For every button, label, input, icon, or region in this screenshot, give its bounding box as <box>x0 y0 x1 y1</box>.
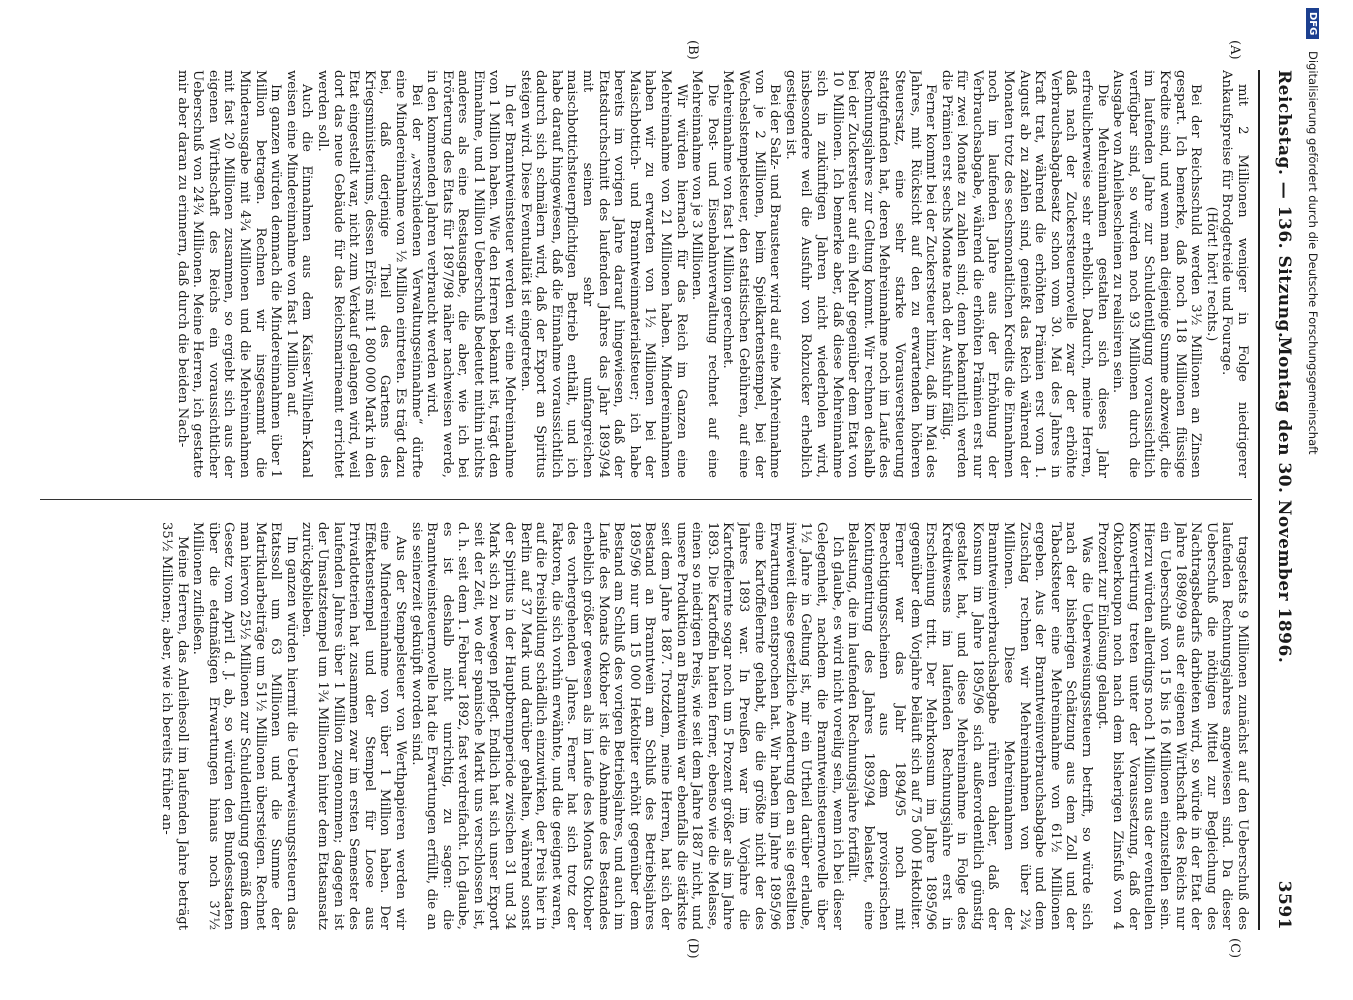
interjection: (Hört! hört! rechts.) <box>1203 206 1219 342</box>
paragraph: Meine Herren, das Anleihesoll im laufenden Jahre beträgt 35½ Millionen; aber, wie ich bereits früher an- <box>159 522 190 930</box>
margin-marker-d: (D) <box>685 938 700 959</box>
right-column <box>40 522 1250 930</box>
paragraph: Im ganzen würden demnach die Mindereinnahmen über 1 Million betragen. Rechnen wir insgesammt die Minderausgabe mit 4¾ Millionen und die Mehreinnahmen mit fast 20 Millionen zusammen, so ergiebt sich aus der eigenen Wirthschaft des Reichs ein voraussichtlicher Ueberschuß von 24¾ Millionen. Meine Herren, ich gestatte mir aber daran zu erinnern, daß durch die beiden Nach- <box>174 70 284 478</box>
margin-marker-c: (C) <box>1227 938 1242 959</box>
paragraph: tragsetats 9 Millionen zunächst auf den Ueberschuß des laufenden Rechnungsjahres angewiesen sind. Da dieser Ueberschuß die nöthigen Mittel zur Begleichung des Nachtragsbedarfs darbieten wird, so würde in der Etat der Jahre 1898/99 aus der eigenen Wirthschaft des Reichs nur ein Ueberschuß von 15 bis 16 Millionen einzustellen sein. Hierzu würden allerdings noch 1 Million aus der eventuellen Konvertirung treten unter der Voraussetzung, daß der Oktoberkoupon noch nach dem bisherigen Zinsfuß von 4 Prozent zur Einlösung gelangt. <box>1094 522 1250 930</box>
paragraph: Auch die Einnahmen aus dem Kaiser-Wilhelm-Kanal weisen eine Mindereinnahme von fast 1 Million auf. <box>283 70 315 478</box>
paragraph: Die Post- und Eisenbahnverwaltung rechnet auf eine Mehreinnahme von je 3 Millionen. <box>689 70 720 478</box>
digitization-credit: Digitalisierung gefördert durch die Deutsche Forschungsgemeinschaft <box>1306 51 1320 455</box>
running-title: Reichstag. — 136. Sitzung. <box>1274 70 1294 339</box>
left-column <box>40 70 1250 478</box>
paragraph: Ich glaube, es wird nicht voreilig sein, wenn ich bei dieser Gelegenheit, nachdem die Branntweinsteuernovelle über 1½ Jahre in Geltung ist, mir ein Urtheil darüber erlaube, inwieweit diese gesetzliche Aenderung den an sie gestellten Erwartungen entsprochen hat. Wir haben im Jahre 1895/96 eine Kartoffelernte gehabt, die die größte nicht der des Jahres 1893 war. In Preußen war im Vorjahre die Kartoffelernte sogar noch um 5 Prozent größer als im Jahre 1893. Die Kartoffeln hatten ferner, ebenso wie die Melasse, einen so niedrigen Preis, wie seit dem Jahre 1887 nicht, und unsere Produktion an Branntwein war ebenfalls die stärkste seit dem Jahre 1887. Trotzdem, meine Herren, hat sich der Bestand an Branntwein am Schluß des Betriebsjahres 1895/96 nur um 15 000 Hektoliter erhöht gegenüber dem Bestand am Schluß des vorigen Betriebsjahres, und auch im Laufe des Monats Oktober ist die Abnahme des Bestandes erheblich größer gewesen als im Laufe des Monats Oktober des vorhergehenden Jahres. Ferner hat sich trotz der Faktoren, die sich vorhin erwähnte, und die geeignet waren, auf die Preisbildung schädlich einzuwirken, der Preis hier in Berlin auf 37 Mark und darüber gehalten, während sonst der Spiritus in der Hauptbrennperiode zwischen 31 und 34 Mark sich zu bewegen pflegt. Endlich hat sich unser Export seit der Zeit, wo der spanische Markt uns verschlossen ist, d. h. seit dem 1. Februar 1892, fast verdreifacht. Ich glaube, es ist deshalb nicht unrichtig, zu sagen: die Branntweinsteuernovelle hat die Erwartungen erfüllt, die an sie seinerzeit geknüpft worden sind. <box>408 522 845 930</box>
paragraph: Was die Ueberweisungssteuern betrifft, so würde sich nach der bisherigen Schätzung aus dem Zoll und der Tabacksteuer eine Mehreinnahme von 61½ Millionen ergeben. Aus der Branntweinverbrauchsabgabe und dem Zuschlag rechnen wir Mehreinnahmen von über 2¾ Millionen. Diese Mehreinnahmen der Branntweinverbrauchsabgabe rühren daher, daß der Konsum im Jahre 1895/96 sich außerordentlich günstig gestaltet hat, und diese Mehreinnahme in Folge des Kreditwesens im laufenden Rechnungsjahre erst in Erscheinung tritt. Der Mehrkonsum im Jahre 1895/96 gegenüber dem Vorjahre beläuft sich auf 75 000 Hektoliter. Ferner war das Jahr 1894/95 noch mit Berechtigungsscheinen aus dem provisorischen Kontingentirung des Jahres 1893/94 belastet, eine Belastung, die im laufenden Rechnungsjahre fortfällt. <box>845 522 1095 930</box>
paragraph: Bei der Reichsschuld werden 3½ Millionen an Zinsen gespart. Ich bemerke, daß noch 118 Millionen flüssige Kredite sind, und wenn man diejenige Summe abzweigt, die im laufenden Jahre zur Schuldentilgung voraussichtlich verfügbar sind, so würden noch 93 Millionen durch die Ausgabe von Anleihescheinen zu realisiren sein. <box>1110 70 1204 478</box>
paragraph: Ferner kommt bei der Zuckersteuer hinzu, daß im Mai des Jahres, mit Rücksicht auf den zu erwartenden höheren Steuersatz, eine sehr starke Vorausversteuerung stattgefunden hat, deren Mehreinnahme noch im Laufe des Rechnungsjahres zur Geltung kommt. Wir rechnen deshalb bei der Zuckersteuer auf ein Mehr gegenüber dem Etat von 10 Millionen. Ich bemerke aber, daß diese Mehreinnahme sich in zukünftigen Jahren nicht wiederholen wird, insbesondere weil die Ausfuhr von Rohzucker erheblich gestiegen ist. <box>782 70 939 478</box>
paragraph: Die Mehreinnahmen gestalten sich dieses Jahr erfreulicherweise sehr erheblich. Dadurch, meine Herren, daß nach der Zuckersteuernovelle zwar der erhöhte Verbrauchsabgabesatz schon vom 30. Mai des Jahres in Kraft trat, während die erhöhten Prämien erst vom 1. August ab zu zahlen sind, genießt das Reich während der Monaten trotz des sechsmonatlichen Kredits die Einnahmen noch im laufenden Jahre aus der Erhöhung der Verbrauchsabgabe, während die erhöhten Prämien erst nur für zwei Monate zu zahlen sind; denn bekanntlich werden die Prämien erst sechs Monate nach der Ausfuhr fällig. <box>938 70 1110 478</box>
dfg-logo: DFG <box>1306 8 1319 39</box>
paragraph: In der Branntweinsteuer werden wir eine Mehreinnahme von 1 Million haben. Wie den Herren bekannt ist, trägt den Einnahme, und 1 Million Ueberschuß bedeutet mithin nichts anderes als eine Restausgabe, die aber, wie ich bei Erörterung des Etats für 1897/98 näher nachweisen werde, in den kommenden Jahren verbraucht werden wird. <box>424 70 518 478</box>
paragraph: Wir würden hiernach für das Reich im Ganzen eine Mehreinnahme von 21 Millionen haben. Mindereinnahmen haben wir zu erwarten von 1½ Millionen bei der Maischbottich- und Branntweinmaterialsteuer; ich habe bereits im vorigen Jahre darauf hingewiesen, daß der Etatsdurchschnitt des laufenden Jahres das Jahr 1893/94 mit seinen sehr umfangreichen maischbottichsteuerpflichtigen Betrieb enthält, und ich habe darauf hingewiesen, daß die Einnahme voraussichtlich dadurch sich schmälern wird, daß der Export an Spiritus steigen wird. Diese Eventualität ist eingetreten. <box>517 70 689 478</box>
paragraph: mit 2 Millionen weniger in Folge niedrigerer Ankaufspreise für Brodgetreide und Fourage. <box>1219 70 1250 478</box>
session-date: Montag den 30. November 1896. <box>1274 336 1294 664</box>
margin-marker-b: (B) <box>685 40 700 60</box>
digitization-note <box>1294 8 1320 988</box>
margin-marker-a: (A) <box>1227 40 1242 60</box>
paragraph: Bei der „verschiedenen Verwaltungseinnahme“ dürfte eine Mindereinnahme von ½ Million eintreten. Es trägt dazu bei, daß derjenige Theil des Gartens des Kriegsministeriums, dessen Erlös mit 1 800 000 Mark in den Etat eingestellt war, nicht zum Verkauf gelangen wird, weil dort das neue Gebäude für das Reichsmarineamt errichtet werden soll. <box>314 70 424 478</box>
paragraph: Bei der Salz- und Brausteuer wird auf eine Mehreinnahme von je 2 Millionen, beim Spielkartenstempel, bei der Wechselstempelsteuer, den statistischen Gebühren, auf eine Mehreinnahme von fast 1 Million gerechnet. <box>720 70 783 478</box>
column-divider <box>40 499 1252 500</box>
header-rule <box>1258 70 1260 930</box>
paragraph: Aus der Stempelsteuer von Werthpapieren werden wir eine Mindereinnahme von über 1 Million haben. Der Effektenstempel und der Stempel für Loose aus Privatlotterien hat zusammen zwar im ersten Semester des laufenden Jahres über 1 Million zugenommen; dagegen ist der Umsatzstempel um 1¾ Millionen hinter dem Etatsansatz zurückgeblieben. <box>299 522 408 930</box>
paragraph: Im ganzen würden hiermit die Ueberweisungssteuern das Etatssoll um 63 Millionen und die Summe der Matrikularbeiträge um 51½ Millionen übersteigen. Rechnet man hiervon 25½ Millionen zur Schuldentilgung gemäß dem Gesetz vom April d. J. ab, so würden den Bundesstaaten über die etatmäßigen Erwartungen hinaus noch 37½ Millionen zufließen. <box>190 522 299 930</box>
page-number: 3591 <box>1274 880 1294 930</box>
document-page <box>20 20 1300 980</box>
